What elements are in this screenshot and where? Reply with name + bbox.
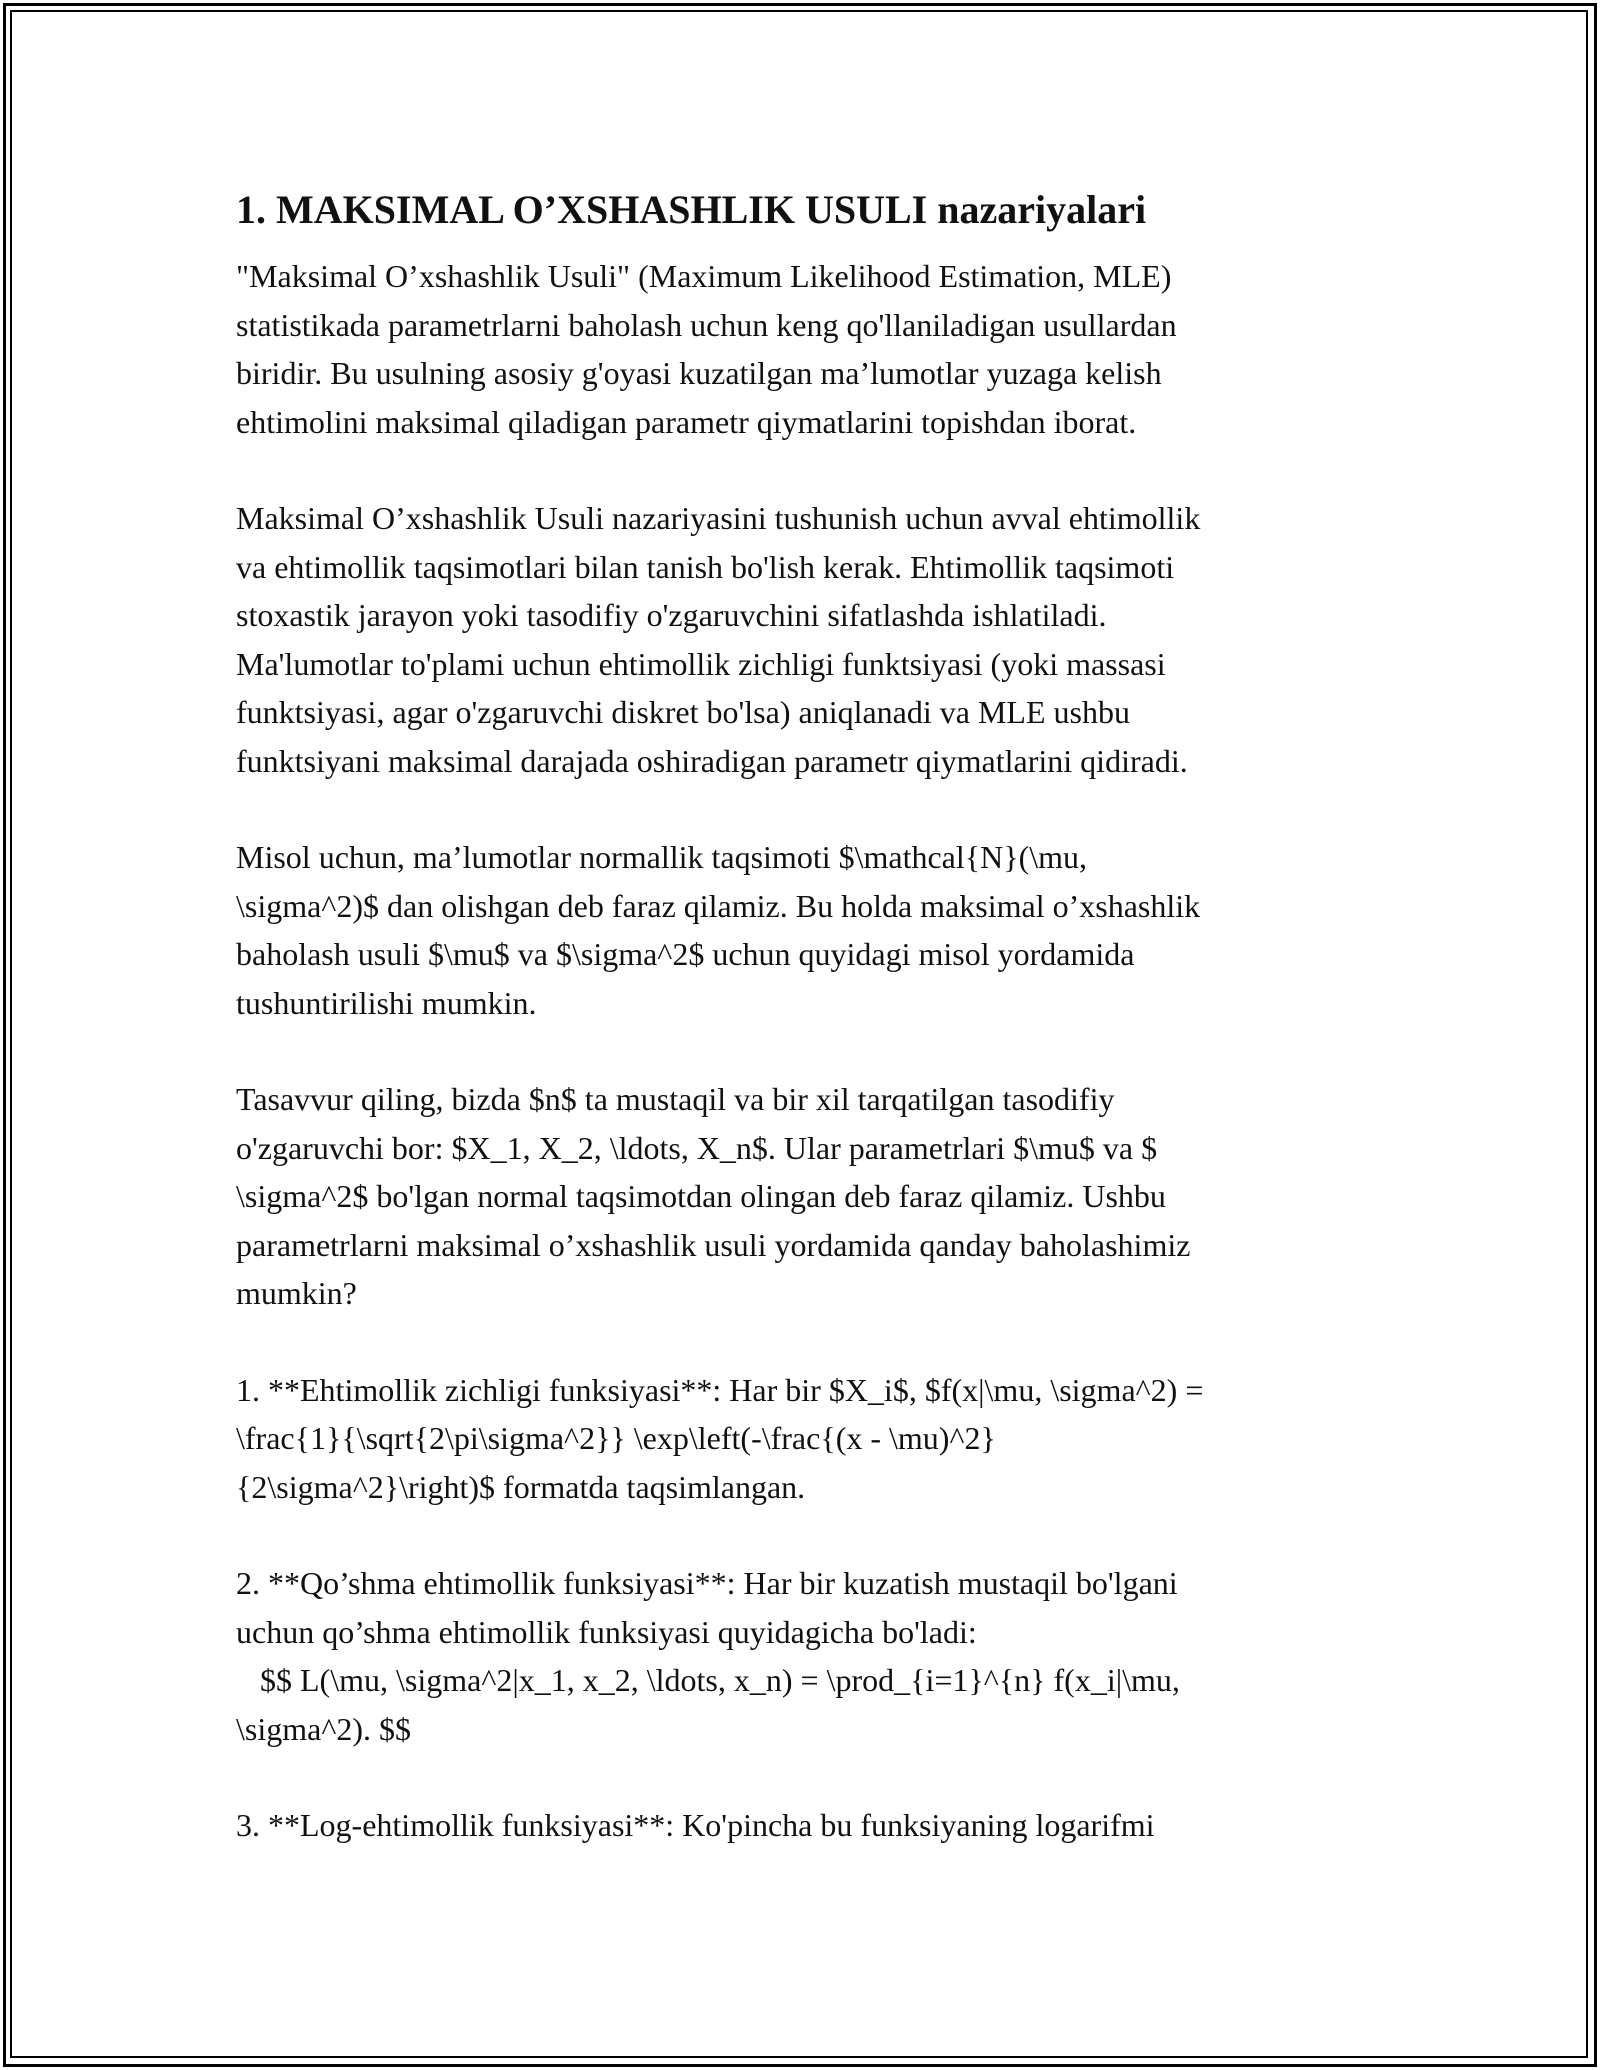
- paragraph-step-3-log-likelihood: [236, 1801, 1366, 1850]
- text-line: "Maksimal O’xshashlik Usuli" (Maximum Likelihood Estimation, MLE): [236, 258, 1172, 294]
- paragraph-step-1-density: [236, 1366, 1366, 1512]
- text-line: Ma'lumotlar to'plami uchun ehtimollik zichligi funktsiyasi (yoki massasi: [236, 645, 1166, 682]
- text-line: parametrlarni maksimal o’xshashlik usuli yordamida qanday baholashimiz: [236, 1226, 1191, 1263]
- text-line: 1. **Ehtimollik zichligi funksiyasi**: Har bir $X_i$, $f(x|\mu, \sigma^2) =: [236, 1371, 1204, 1408]
- text-line: \sigma^2$ bo'lgan normal taqsimotdan olingan deb faraz qilamiz. Ushbu: [236, 1178, 1166, 1214]
- text-line: 3. **Log-ehtimollik funksiyasi**: Ko'pincha bu funksiyaning logarifmi: [236, 1807, 1155, 1843]
- text-line: funktsiyani maksimal darajada oshiradigan parametr qiymatlarini qidiradi.: [236, 742, 1188, 779]
- text-line: baholash usuli $\mu$ va $\sigma^2$ uchun quyidagi misol yordamida: [236, 936, 1135, 972]
- document-body: [236, 186, 1366, 1898]
- text-line: statistikada parametrlarni baholash uchun keng qo'llaniladigan usullardan: [236, 306, 1177, 343]
- text-line: mumkin?: [236, 1275, 357, 1311]
- text-line: Tasavvur qiling, bizda $n$ ta mustaqil va bir xil tarqatilgan tasodifiy: [236, 1081, 1115, 1117]
- text-line: \sigma^2)$ dan olishgan deb faraz qilamiz. Bu holda maksimal o’xshashlik: [236, 887, 1201, 924]
- text-line: \frac{1}{\sqrt{2\pi\sigma^2}} \exp\left(-\frac{(x - \mu)^2}: [236, 1420, 996, 1456]
- text-line: {2\sigma^2}\right)$ formatda taqsimlangan.: [236, 1468, 806, 1505]
- text-line: ehtimolini maksimal qiladigan parametr qiymatlarini topishdan iborat.: [236, 403, 1137, 440]
- text-line: funktsiyasi, agar o'zgaruvchi diskret bo'lsa) aniqlanadi va MLE ushbu: [236, 694, 1130, 730]
- text-line: 2. **Qo’shma ehtimollik funksiyasi**: Har bir kuzatish mustaqil bo'lgani: [236, 1565, 1178, 1601]
- paragraph-step-2-joint-likelihood: [236, 1559, 1366, 1753]
- text-line: stoxastik jarayon yoki tasodifiy o'zgaruvchini sifatlashda ishlatiladi.: [236, 597, 1107, 633]
- section-heading: 1. MAKSIMAL O’XSHASHLIK USULI nazariyalari: [236, 187, 1147, 232]
- text-line: va ehtimollik taqsimotlari bilan tanish bo'lish kerak. Ehtimollik taqsimoti: [236, 548, 1175, 585]
- text-line: $$ L(\mu, \sigma^2|x_1, x_2, \ldots, x_n) = \prod_{i=1}^{n} f(x_i|\mu,: [236, 1662, 1180, 1698]
- text-line: Misol uchun, ma’lumotlar normallik taqsimoti $\mathcal{N}(\mu,: [236, 839, 1088, 875]
- text-line: \sigma^2). $$: [236, 1710, 411, 1747]
- text-line: tushuntirilishi mumkin.: [236, 984, 537, 1021]
- text-line: uchun qo’shma ehtimollik funksiyasi quyidagicha bo'ladi:: [236, 1613, 977, 1650]
- paragraph-probability-theory: [236, 494, 1366, 785]
- text-line: o'zgaruvchi bor: $X_1, X_2, \ldots, X_n$. Ular parametrlari $\mu$ va $: [236, 1129, 1158, 1166]
- text-line: Maksimal O’xshashlik Usuli nazariyasini tushunish uchun avval ehtimollik: [236, 500, 1201, 536]
- text-line: biridir. Bu usulning asosiy g'oyasi kuzatilgan ma’lumotlar yuzaga kelish: [236, 355, 1162, 391]
- paragraph-iid-variables: [236, 1075, 1366, 1318]
- paragraph-normal-example: [236, 833, 1366, 1027]
- paragraph-mle-intro: [236, 252, 1366, 446]
